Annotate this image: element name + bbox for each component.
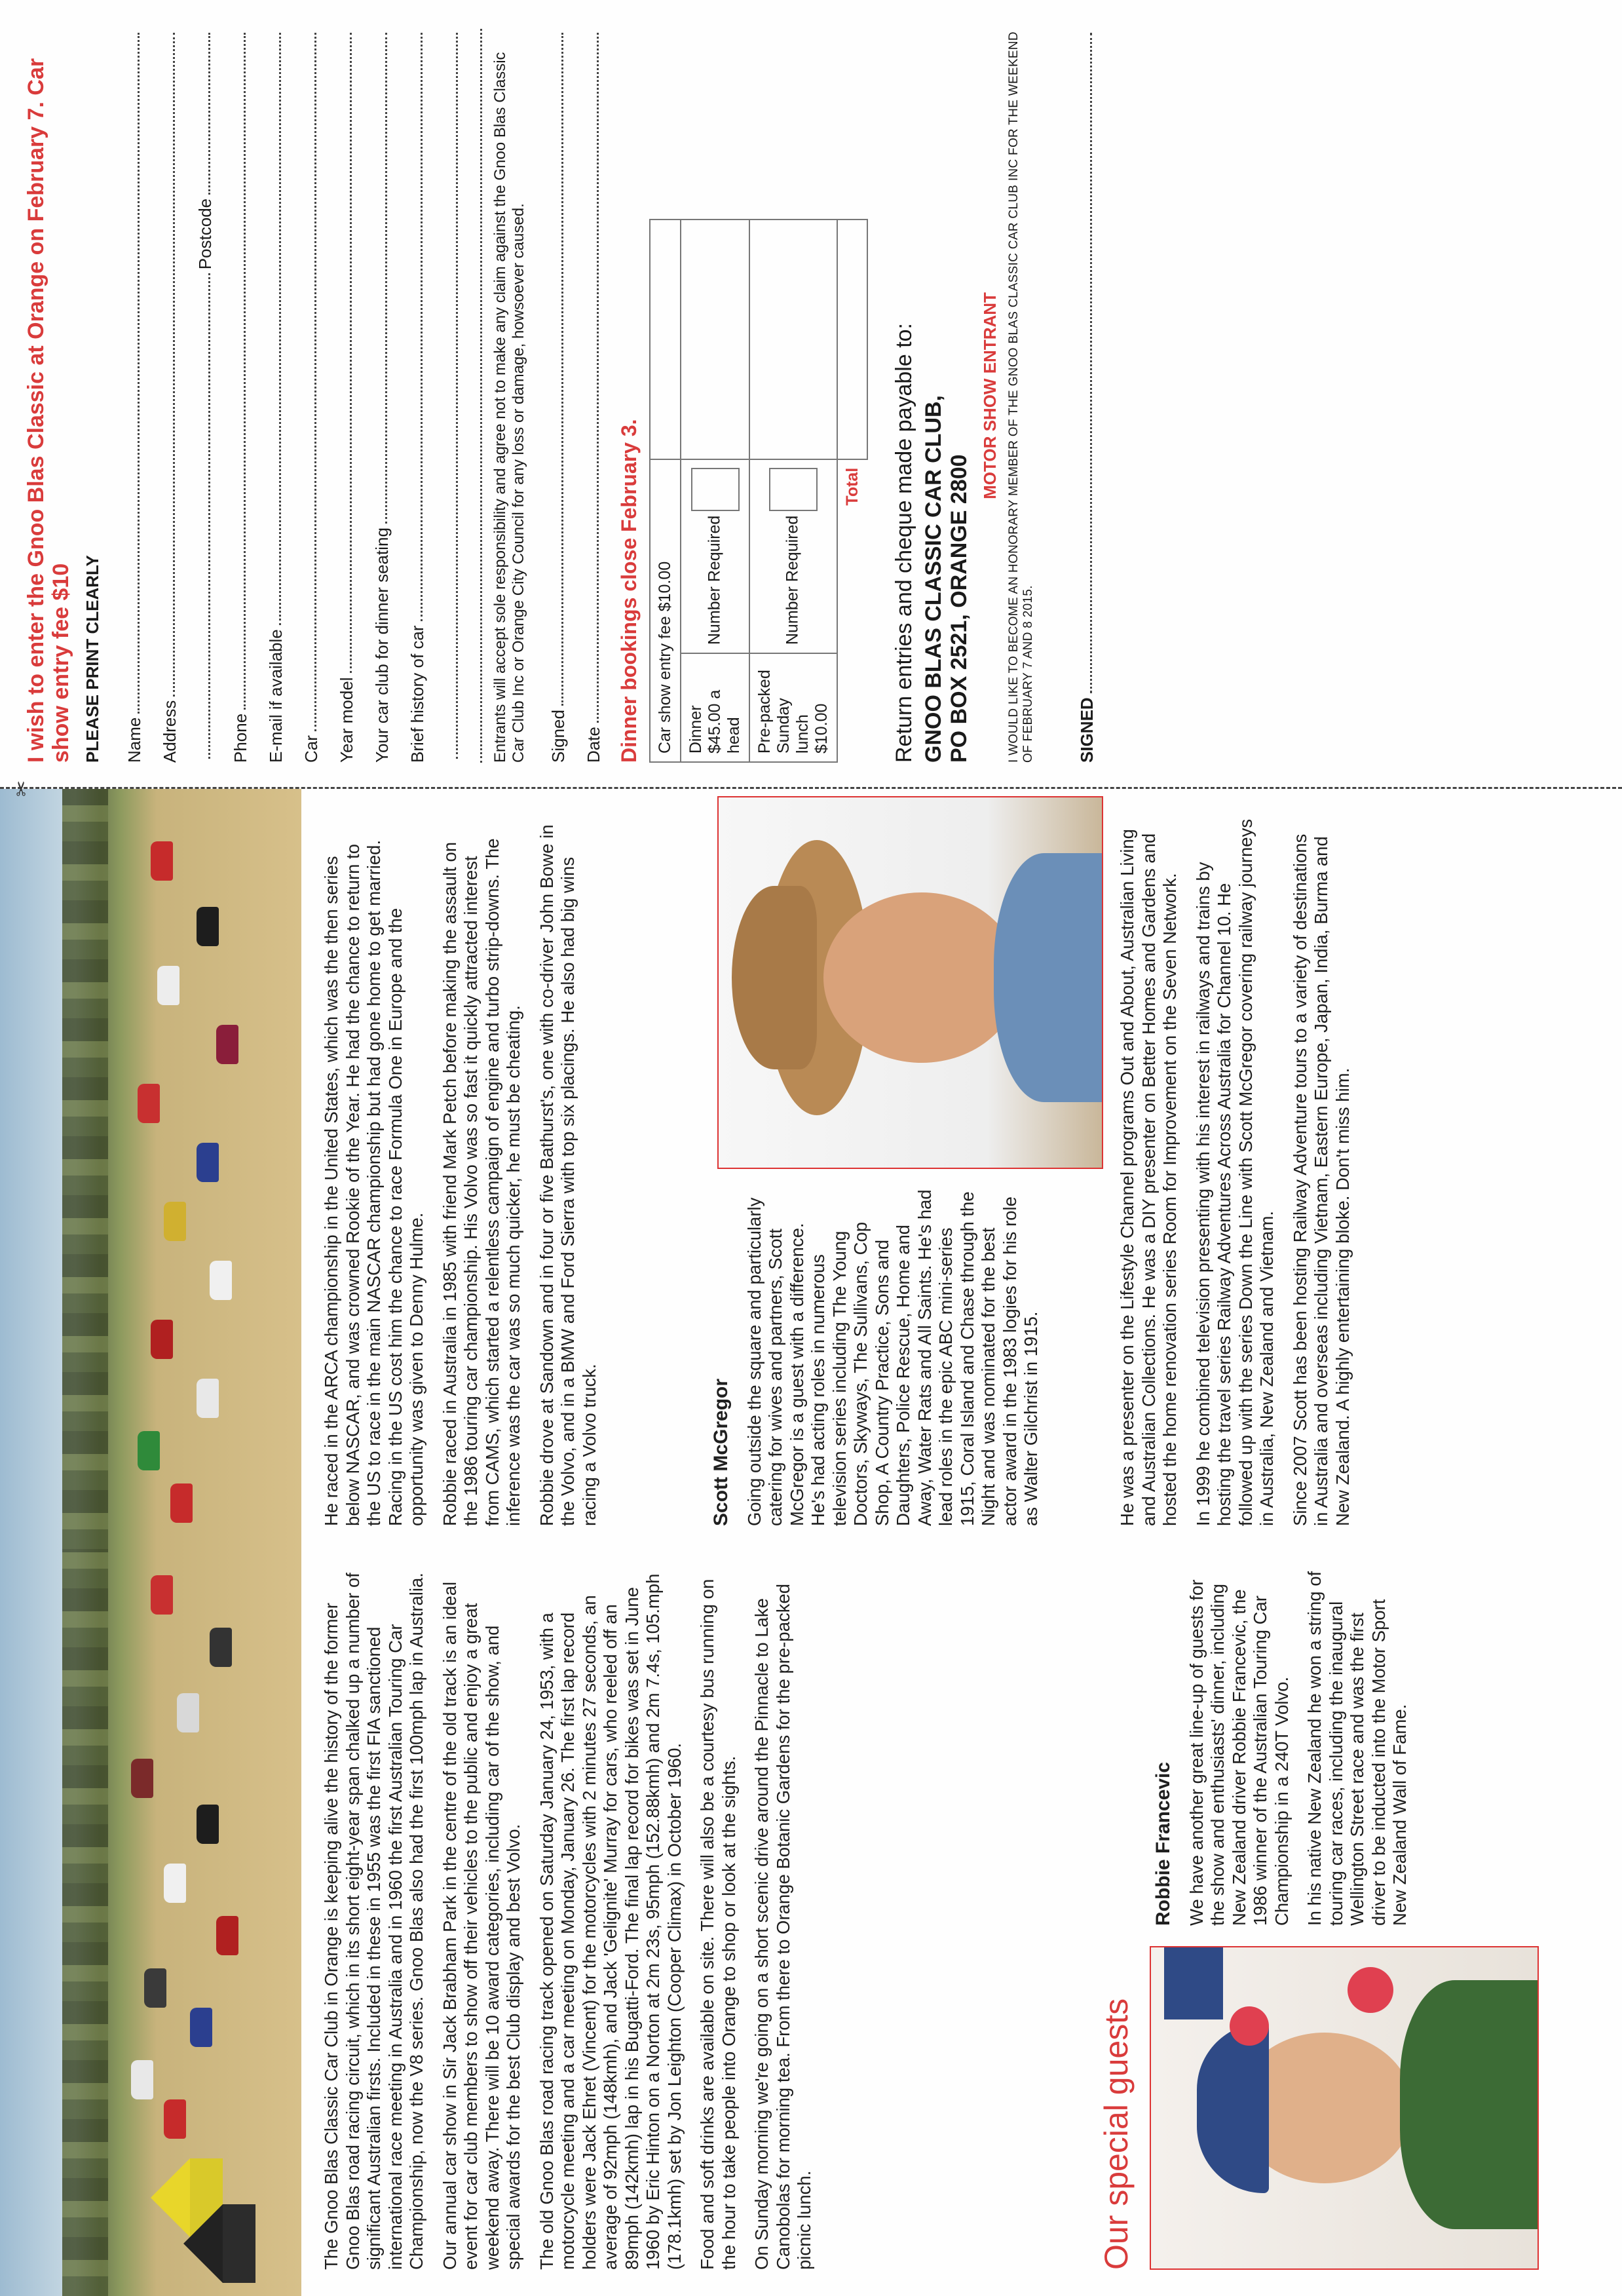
- honorary-member-text: I WOULD LIKE TO BECOME AN HONORARY MEMBER OF THE GNOO BLAS CLASSIC CAR CLUB INC FOR THE WEEKEND OF FEBRUARY 7 AND 8 2015.: [1007, 31, 1035, 763]
- middle-paragraph: Robbie raced in Australia in 1985 with friend Mark Petch before making the assault on the 1986 touring car championship. His Volvo was so fast it quickly attracted interest from CAMS, which started a relentless campaign of engine and turbo strip-downs. The inference was the car was so much quicker, he must be cheating.: [439, 838, 523, 1526]
- history-field[interactable]: Brief history of car: [392, 29, 428, 763]
- scott-bio-continued: [1117, 815, 1365, 1526]
- dinner-quantity-box[interactable]: [691, 468, 740, 511]
- car-field[interactable]: Car: [286, 29, 322, 763]
- middle-paragraph: He raced in the ARCA championship in the United States, which was the then series below NASCAR, and was crowned Rookie of the Year. He had the chance to return to the US to race in the main NASCAR championship but had gone home to get married. Racing in the US cost him the chance to race Formula One in Europe and the opportunity was given to Denny Hulme.: [321, 839, 426, 1526]
- middle-panel: [0, 789, 1622, 1549]
- intro-paragraph: On Sunday morning we're going on a short scenic drive around the Pinnacle to Lake Canobolas for morning tea. From there to Orange Botanic Gardens for the pre-packed picnic lunch.: [751, 1583, 814, 2270]
- address-field[interactable]: Address: [145, 29, 180, 763]
- postcode-field[interactable]: Postcode: [180, 29, 216, 763]
- history-field-extra[interactable]: [428, 29, 463, 763]
- motor-show-entrant: MOTOR SHOW ENTRANT: [980, 292, 1000, 499]
- scott-paragraph: In 1999 he combined television presenting with his interest in railways and trains by hosting the travel series Railway Adventures Across Australia for Channel 10. He followed up with the series Down the Line with Scott McGregor covering railway journeys in Australia, New Zealand and Vietnam.: [1192, 818, 1277, 1526]
- signed-caps-field[interactable]: SIGNED: [1062, 29, 1097, 763]
- robbie-francevic-photo: [1150, 1946, 1539, 2270]
- scott-name: Scott McGregor: [710, 1378, 732, 1526]
- intro-paragraph: Our annual car show in Sir Jack Brabham Park in the centre of the old track is an ideal event for car club members to show off their vehicles to the public and enjoy a great weekend away. There will be 10 award categories, including car of the show, and special awards for the best Club display and best Volvo.: [439, 1581, 523, 2270]
- intro-text: [321, 1565, 827, 2270]
- car-show-photo-left: [0, 1549, 301, 2296]
- dinner-label: Dinner $45.00 a head: [681, 653, 749, 762]
- robbie-paragraph: We have another great line-up of guests for the show and enthusiasts' dinner, including New Zealand driver Robbie Francevic, the 1986 winner of the Australian Touring Car Championship in a 240T Volvo.: [1186, 1579, 1292, 1926]
- total-box[interactable]: [837, 220, 867, 459]
- print-clearly: PLEASE PRINT CLEARLY: [83, 555, 102, 763]
- lunch-quantity-box[interactable]: [769, 468, 818, 511]
- number-required-label: Number Required: [783, 515, 802, 645]
- robbie-bio: [1153, 1569, 1423, 1926]
- disclaimer: Entrants will accept sole responsibility and agree not to make any claim against the Gnoo Blas Classic Car Club Inc or Orange City Council for any loss or damage, howsoever caused.: [491, 52, 527, 763]
- form-title: I wish to enter the Gnoo Blas Classic at Orange on February 7. Car show entry fee $10: [24, 58, 73, 763]
- return-line: Return entries and cheque made payable to:: [892, 322, 916, 763]
- po-box: PO BOX 2521, ORANGE 2800: [947, 454, 971, 763]
- intro-paragraph: Food and soft drinks are available on site. There will also be a courtesy bus running on the hour to take people into Orange to shop or look at the sights.: [697, 1578, 739, 2270]
- robbie-paragraph: In his native New Zealand he won a string of touring car races, including the inaugural Wellington Street race and was the first driver to be inducted into the Motor Sport New Zealand Wall of Fame.: [1304, 1571, 1410, 1926]
- intro-paragraph: The old Gnoo Blas road racing track opened on Saturday January 24, 1953, with a motorcycle meeting and a car meeting on Monday, January 26. The first lap record holders were Jack Ehret (Vincent) for the motorcycles with 2 minutes 27 seconds, an average of 92mph (148kmh), and Jack 'Gelignite' Murray for cars, who reeled off an 89mph (142kmh) lap in his Bugatti-Ford. The final lap record for bikes was set in June 1960 by Eric Hinton on a Norton at 2m 23s, 95mph (152.88kmh) and 2m 7.4s, 105.mph (178.1kmh) set by Jon Leighton (Cooper Climax) in October 1960.: [536, 1573, 685, 2270]
- middle-paragraph: Robbie drove at Sandown and in four or five Bathurst's, one with co-driver John Bowe in the Volvo, and in a BMW and Ford Sierra with top six placings. He also had big wins racing a Volvo truck.: [536, 824, 599, 1526]
- robbie-name: Robbie Francevic: [1152, 1761, 1174, 1926]
- robbie-bio-continued: [321, 815, 612, 1526]
- date-field[interactable]: Date: [569, 29, 604, 763]
- club-name: GNOO BLAS CLASSIC CAR CLUB,: [921, 395, 946, 763]
- phone-field[interactable]: Phone: [216, 29, 251, 763]
- scott-paragraph: Going outside the square and particularly catering for wives and partners, Scott McGregor is a guest with a difference. He's had acting roles in numerous television series including The Young Doctors, Skyways, The Sullivans, Cop Shop, A Country Practice, Sons and Daughters, Police Rescue, Home and Away, Water Rats and All Saints. He's had lead roles in the epic ABC mini-series 1915, Coral Island and Chase through the Night and was nominated for the best actor award in the 1983 logies for his role as Walter Gilchrist in 1915.: [744, 1189, 1041, 1526]
- car-club-field[interactable]: Your car club for dinner seating: [357, 29, 392, 763]
- scissors-icon: ✂: [11, 780, 33, 797]
- total-label: Total: [843, 467, 861, 506]
- signed-field[interactable]: Signed: [533, 29, 569, 763]
- scott-mcgregor-photo: [717, 796, 1103, 1169]
- name-field[interactable]: Name: [109, 29, 145, 763]
- lunch-label: Pre-packed Sunday lunch $10.00: [749, 653, 837, 762]
- scott-bio: [711, 1189, 1054, 1526]
- email-field[interactable]: E-mail if available: [251, 29, 286, 763]
- car-show-photo-right: [0, 789, 301, 1549]
- fee-row: Car show entry fee $10.00: [650, 459, 681, 762]
- dinner-close-notice: Dinner bookings close February 3.: [617, 419, 641, 763]
- entry-form: [24, 29, 1097, 763]
- special-guests-heading: Our special guests: [1098, 1998, 1135, 2270]
- entry-form-panel: [0, 0, 1622, 789]
- scott-paragraph: Since 2007 Scott has been hosting Railway Adventure tours to a variety of destinations in Australia and overseas including Vietnam, Eastern Europe, Japan, India, Burma and New Zealand. A highly entertaining bloke. Don't miss him.: [1289, 833, 1353, 1526]
- entry-fee-table: [649, 219, 868, 763]
- left-panel: [0, 1549, 1622, 2296]
- number-required-label: Number Required: [705, 515, 724, 645]
- intro-paragraph: The Gnoo Blas Classic Car Club in Orange is keeping alive the history of the former Gnoo Blas road racing circuit, which in its short eight-year span chalked up a number of significant Australian firsts. Included in these in 1955 was the first FIA sanctioned international race meeting in Australia and in 1960 the first Australian Touring Car Championship, now the V8 series. Gnoo Blas also had the first 100mph lap in Australia.: [321, 1573, 426, 2270]
- scott-paragraph: He was a presenter on the Lifestyle Channel programs Out and About, Australian Living and Australian Collections. He was a DIY presenter on Better Homes and Gardens and hosted the home renovation series Room for Improvement on the Seven Network.: [1117, 829, 1180, 1526]
- year-model-field[interactable]: Year model: [322, 29, 357, 763]
